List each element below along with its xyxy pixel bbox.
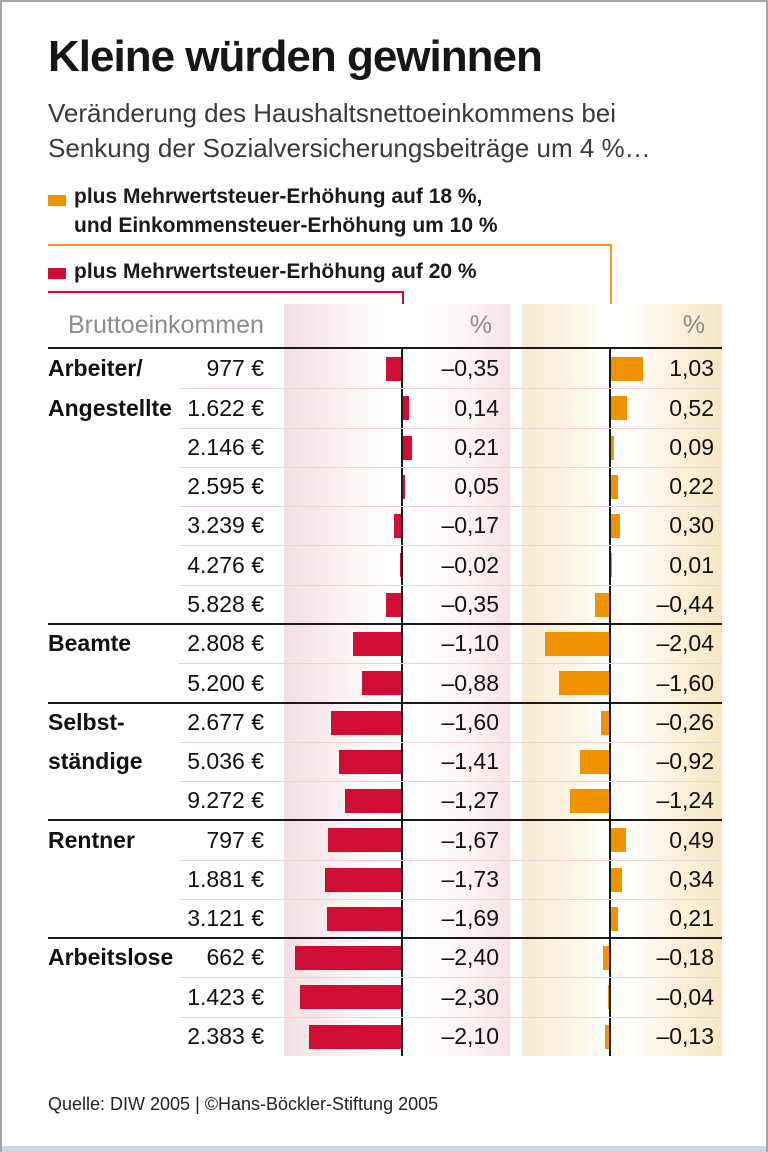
bar-vat18 [608, 985, 609, 1009]
income-label: 3.121 € [187, 905, 264, 931]
bar-vat20 [394, 514, 401, 538]
bar-vat20 [386, 357, 401, 381]
value-vat18: 1,03 [669, 355, 714, 381]
value-vat20: –0,17 [441, 512, 499, 538]
value-vat18: 0,09 [669, 434, 714, 460]
bar-vat20 [362, 671, 401, 695]
value-vat20: –2,30 [441, 983, 499, 1010]
income-label: 662 € [206, 944, 264, 970]
value-vat20: –1,67 [441, 826, 499, 853]
value-vat18: 0,52 [669, 394, 714, 421]
value-vat18: –1,60 [656, 669, 714, 696]
value-vat20: –0,88 [441, 669, 499, 696]
bar-vat20 [403, 396, 409, 420]
value-vat20: –2,40 [441, 944, 499, 970]
bar-vat20 [403, 475, 405, 499]
group-label: Beamte [48, 630, 132, 656]
bar-vat18 [559, 671, 609, 695]
value-vat18: 0,01 [669, 551, 714, 578]
value-vat20: –1,27 [441, 787, 499, 813]
income-label: 1.423 € [187, 983, 264, 1010]
bar-vat20 [295, 946, 401, 970]
bar-vat20 [331, 711, 401, 735]
value-vat18: –1,24 [656, 787, 714, 813]
group-label: Angestellte [48, 394, 172, 421]
income-label: 9.272 € [187, 787, 264, 813]
column-header-percent-vat18: % [682, 311, 705, 339]
value-vat18: –0,13 [656, 1023, 714, 1049]
value-vat20: –1,10 [441, 630, 499, 656]
legend-swatch-red [48, 268, 66, 279]
value-vat20: –0,35 [441, 355, 499, 381]
income-label: 5.828 € [187, 591, 264, 617]
value-vat20: 0,21 [454, 434, 499, 460]
bar-vat18 [611, 907, 618, 931]
value-vat18: –0,26 [656, 709, 714, 735]
value-vat20: –1,73 [441, 866, 499, 892]
value-vat20: –0,02 [441, 551, 499, 578]
legend-label-orange [74, 182, 498, 240]
value-vat18: 0,49 [669, 826, 714, 853]
value-vat18: –0,18 [656, 944, 714, 970]
bar-vat20 [309, 1025, 401, 1049]
legend-label-red: plus Mehrwertsteuer-Erhöhung auf 20 % [74, 260, 477, 283]
value-vat20: –2,10 [441, 1023, 499, 1049]
chart-title: Kleine würden gewinnen [48, 32, 542, 81]
value-vat18: 0,34 [669, 866, 714, 892]
value-vat20: –1,41 [441, 748, 499, 774]
group-label: Arbeitslose [48, 944, 174, 970]
value-vat18: 0,30 [669, 512, 714, 538]
income-label: 5.200 € [187, 669, 264, 696]
group-label: ständige [48, 748, 143, 774]
bar-vat20 [300, 985, 401, 1009]
bar-vat18 [611, 436, 614, 460]
income-label: 1.622 € [187, 394, 264, 421]
value-vat20: –0,35 [441, 591, 499, 617]
bar-vat18 [605, 1025, 609, 1049]
income-label: 797 € [206, 826, 264, 853]
value-vat18: –0,04 [656, 983, 714, 1010]
value-vat20: –1,69 [441, 905, 499, 931]
income-label: 2.808 € [187, 630, 264, 656]
bar-vat18 [580, 750, 609, 774]
income-label: 5.036 € [187, 748, 264, 774]
income-label: 3.239 € [187, 512, 264, 538]
bar-vat18 [545, 632, 609, 656]
legend-orange-line2: und Einkommensteuer-Erhöhung um 10 % [74, 214, 498, 237]
bar-vat20 [400, 553, 401, 577]
chart-subtitle-line1: Veränderung des Haushaltsnettoeinkommens bei [48, 98, 617, 128]
bar-vat20 [325, 868, 401, 892]
income-label: 1.881 € [187, 866, 264, 892]
group-label: Rentner [48, 826, 135, 853]
legend-swatch-orange [48, 195, 66, 206]
value-vat18: –0,44 [656, 591, 714, 617]
value-vat20: 0,14 [454, 394, 499, 421]
bar-vat20 [327, 907, 401, 931]
bar-vat20 [339, 750, 401, 774]
bar-vat18 [601, 711, 609, 735]
bar-vat20 [386, 593, 401, 617]
bar-vat18 [595, 593, 609, 617]
income-label: 2.595 € [187, 473, 264, 499]
source-note: Quelle: DIW 2005 | ©Hans-Böckler-Stiftung 2005 [48, 1094, 439, 1114]
legend-orange-line1: plus Mehrwertsteuer-Erhöhung auf 18 %, [74, 185, 483, 208]
value-vat20: 0,05 [454, 473, 499, 499]
bar-vat20 [345, 789, 401, 813]
value-vat18: –0,92 [656, 748, 714, 774]
value-vat18: 0,22 [669, 473, 714, 499]
income-label: 2.383 € [187, 1023, 264, 1049]
group-label: Selbst- [48, 709, 125, 735]
group-label: Arbeiter/ [48, 355, 143, 381]
chart-subtitle-line2: Senkung der Sozialversicherungsbeiträge um 4 %… [48, 133, 651, 163]
bottom-border-strip [0, 1146, 768, 1152]
bar-vat20 [328, 828, 401, 852]
income-label: 4.276 € [187, 551, 264, 578]
bar-vat18 [603, 946, 609, 970]
column-header-percent-vat20: % [469, 311, 492, 339]
column-header-income: Bruttoeinkommen [68, 311, 264, 339]
value-vat18: 0,21 [669, 905, 714, 931]
bar-vat20 [353, 632, 401, 656]
bar-vat18 [611, 475, 618, 499]
bar-vat18 [570, 789, 609, 813]
income-label: 2.677 € [187, 709, 264, 735]
value-vat20: –1,60 [441, 709, 499, 735]
income-label: 977 € [206, 355, 264, 381]
value-vat18: –2,04 [656, 630, 714, 656]
income-label: 2.146 € [187, 434, 264, 460]
